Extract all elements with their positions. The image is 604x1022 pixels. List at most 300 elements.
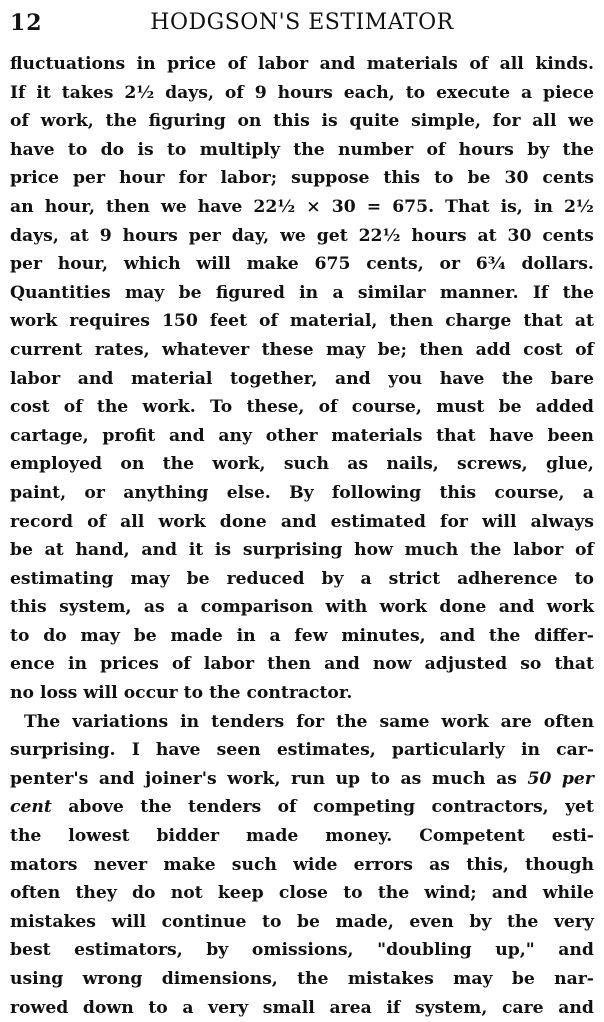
text-line [10, 279, 594, 308]
word: the [562, 139, 594, 160]
word: = [366, 196, 382, 217]
word: materials [366, 54, 458, 74]
word: penter's [10, 768, 89, 789]
word: labor [203, 654, 254, 675]
word: or [84, 482, 105, 503]
word: cents [542, 168, 594, 189]
word: record [10, 511, 73, 532]
word: mators [10, 854, 78, 875]
word: of [318, 397, 338, 418]
word: number [337, 139, 414, 160]
word: of [10, 111, 29, 132]
text-line [10, 908, 594, 937]
word: cent [10, 797, 52, 818]
word: this [439, 482, 477, 503]
text-line [10, 536, 594, 565]
word: adherence [457, 568, 558, 589]
word: the [162, 454, 195, 475]
word: on [120, 454, 145, 475]
word: and [319, 54, 356, 74]
text-line [10, 393, 594, 422]
text-line [10, 994, 594, 1022]
word: to [405, 82, 426, 103]
text-line [10, 736, 594, 765]
word: materials [331, 425, 423, 446]
word: each, [343, 82, 395, 103]
text-line [10, 879, 594, 908]
word: an [10, 196, 34, 217]
word: at [574, 311, 594, 332]
word: will [111, 911, 146, 932]
word: at [69, 225, 89, 246]
word: wrong [82, 969, 143, 989]
word: all [499, 54, 524, 74]
word: even [409, 911, 454, 932]
word: while [542, 883, 594, 904]
word: small [262, 997, 315, 1018]
word: and [498, 597, 535, 618]
word: done [219, 511, 267, 532]
word: will [196, 254, 231, 275]
word: such [283, 454, 329, 475]
text-line [10, 336, 594, 365]
word: that [554, 654, 594, 675]
word: is [321, 111, 338, 132]
word: price [167, 54, 217, 74]
word: and [280, 511, 317, 532]
word: other [265, 425, 318, 446]
word: been [547, 425, 594, 446]
word: made [170, 625, 223, 646]
word: and [169, 425, 205, 446]
word: following [331, 482, 422, 503]
word: the [293, 139, 325, 160]
word: yet [565, 797, 594, 818]
word: in [533, 196, 553, 217]
text-line [10, 565, 594, 594]
word: in [67, 654, 87, 675]
word: quite [349, 111, 400, 132]
word: by [206, 940, 229, 961]
word: we [160, 196, 187, 217]
word: for [178, 168, 207, 189]
word: to [343, 883, 363, 904]
word: area [329, 997, 372, 1018]
word: it [36, 82, 51, 103]
word: current [10, 339, 83, 360]
word: the [336, 711, 368, 732]
word: do [132, 883, 156, 904]
word: work [546, 597, 594, 618]
word: then [389, 311, 434, 332]
word: car- [556, 740, 594, 761]
word: a [269, 625, 281, 646]
word: these [261, 339, 314, 360]
word: of [227, 54, 247, 74]
word: very [208, 997, 249, 1018]
word: together, [229, 368, 318, 389]
word: surprising. [10, 740, 116, 761]
word: omissions, [251, 940, 354, 961]
word: contractor. [246, 683, 353, 704]
word: this [273, 111, 310, 132]
word: work [379, 597, 427, 618]
text-line [10, 650, 594, 679]
word: 30 [507, 225, 532, 246]
word: labor; [220, 168, 278, 189]
word: be [186, 568, 210, 589]
word: added [535, 397, 594, 418]
word: in [180, 711, 200, 732]
word: by [527, 139, 550, 160]
word: comparison [200, 597, 314, 618]
word: as [347, 454, 369, 475]
word: to [67, 139, 88, 160]
word: particularly [391, 740, 505, 761]
word: per [561, 768, 594, 789]
word: do [100, 139, 125, 160]
word: of [171, 654, 191, 675]
word: and [324, 654, 360, 675]
word: work, [212, 454, 266, 475]
word: nar- [554, 969, 594, 989]
word: we [568, 111, 594, 132]
word: down [82, 997, 134, 1018]
word: to [370, 768, 391, 789]
word: mistakes [347, 969, 434, 989]
word: up," [495, 940, 535, 961]
word: a [520, 82, 533, 103]
word: have [197, 196, 243, 217]
word: be; [377, 339, 407, 360]
word: labor [513, 540, 564, 561]
running-head: HODGSON'S ESTIMATOR [150, 10, 454, 35]
word: suppose [291, 168, 370, 189]
word: may [124, 282, 165, 303]
word: figuring [148, 111, 226, 132]
word: surprising [242, 540, 343, 561]
word: The [24, 711, 61, 732]
text-line [10, 851, 594, 880]
word: close [278, 883, 328, 904]
word: 9 [254, 82, 267, 103]
word: as [400, 768, 422, 789]
word: of [574, 540, 594, 561]
word: best [10, 940, 51, 961]
page-header [10, 6, 594, 50]
word: on [237, 111, 262, 132]
word: to [574, 568, 594, 589]
word: I [131, 740, 140, 761]
word: course, [351, 397, 422, 418]
word: much [431, 768, 486, 789]
word: variations [72, 711, 169, 732]
word: which [123, 254, 181, 275]
word: add [475, 339, 511, 360]
word: the [506, 911, 539, 932]
word: are [500, 711, 532, 732]
word: of [224, 82, 244, 103]
word: the [105, 111, 137, 132]
word: and [335, 368, 371, 389]
word: of [426, 139, 446, 160]
word: be [10, 540, 33, 561]
word: charge [445, 311, 512, 332]
word: cents, [366, 254, 424, 275]
word: any [218, 425, 252, 446]
word: dollars. [521, 254, 594, 275]
word: in [236, 625, 256, 646]
word: make [246, 254, 299, 275]
word: then [419, 339, 464, 360]
word: few [294, 625, 328, 646]
text-line [10, 822, 594, 851]
word: often [543, 711, 594, 732]
word: in [299, 282, 319, 303]
word: to [148, 997, 168, 1018]
word: will [83, 683, 118, 704]
word: must [436, 397, 485, 418]
word: and [141, 540, 177, 561]
word: 150 [161, 311, 198, 332]
word: have [489, 425, 534, 446]
word: make [163, 854, 216, 875]
text-line [10, 365, 594, 394]
word: tenders [211, 711, 285, 732]
word: in [520, 740, 540, 761]
word: estimates, [276, 740, 376, 761]
word: the [96, 397, 129, 418]
word: kinds. [535, 54, 594, 74]
word: of [259, 311, 278, 332]
word: a [332, 282, 344, 303]
word: using [10, 969, 64, 989]
word: 2½ [563, 196, 594, 217]
word: bare [550, 368, 594, 389]
text-line [10, 679, 594, 708]
text-line [10, 479, 594, 508]
word: loss [39, 683, 78, 704]
word: this [383, 168, 421, 189]
word: a [177, 597, 189, 618]
word: whatever [161, 339, 250, 360]
word: reduced [226, 568, 305, 589]
word: material [130, 368, 213, 389]
word: per [10, 254, 43, 275]
word: you [388, 368, 423, 389]
word: this, [466, 854, 509, 875]
word: rowed [10, 997, 69, 1018]
word: work [10, 311, 58, 332]
word: cost [10, 397, 50, 418]
word: to [166, 139, 187, 160]
word: hour, [44, 196, 95, 217]
word: If [532, 282, 549, 303]
word: made, [335, 911, 394, 932]
text-line [10, 422, 594, 451]
word: similar [357, 282, 426, 303]
word: joiner's [145, 768, 217, 789]
word: To [209, 397, 233, 418]
word: glue, [545, 454, 594, 475]
word: employed [10, 454, 103, 475]
text-line [10, 107, 594, 136]
word: these, [246, 397, 305, 418]
word: labor [10, 368, 61, 389]
word: errors [353, 854, 413, 875]
word: profit [102, 425, 156, 446]
word: simple, [411, 111, 481, 132]
word: the [140, 797, 172, 818]
word: to [183, 683, 204, 704]
word: and [439, 625, 476, 646]
word: days, [10, 225, 59, 246]
word: all [532, 111, 557, 132]
word: may [80, 625, 120, 646]
word: of [87, 511, 106, 532]
word: system, [414, 997, 488, 1018]
text-line [10, 164, 594, 193]
word: wind; [424, 883, 477, 904]
text-line [10, 793, 594, 822]
word: × [306, 196, 321, 217]
word: work. [142, 397, 196, 418]
word: never [93, 854, 148, 875]
word: very [553, 911, 594, 932]
word: be [133, 625, 157, 646]
text-line [10, 936, 594, 965]
word: by [469, 911, 492, 932]
word: screws, [457, 454, 528, 475]
word: to [262, 911, 282, 932]
word: and [491, 883, 528, 904]
word: with [325, 597, 368, 618]
word: same [379, 711, 430, 732]
word: estimators, [74, 940, 183, 961]
word: continue [161, 911, 247, 932]
word: 22½ [358, 225, 401, 246]
word: If [10, 82, 26, 103]
word: is, [500, 196, 523, 217]
word: 22½ [253, 196, 296, 217]
word: have [439, 368, 485, 389]
word: will [482, 511, 517, 532]
word: done [439, 597, 487, 618]
word: no [10, 683, 34, 704]
word: mistakes [10, 911, 96, 932]
word: material, [289, 311, 378, 332]
word: run [290, 768, 326, 789]
word: care [502, 997, 544, 1018]
word: days, [165, 82, 214, 103]
word: work, [40, 111, 94, 132]
word: for [492, 111, 521, 132]
book-page [10, 6, 594, 1018]
word: keep [217, 883, 264, 904]
word: they [75, 883, 117, 904]
word: bidder [156, 826, 220, 847]
word: ence [10, 654, 55, 675]
word: we [280, 225, 306, 246]
word: so [520, 654, 542, 675]
word: is [137, 139, 154, 160]
word: contractors, [431, 797, 549, 818]
word: estimating [10, 568, 114, 589]
word: be [178, 282, 202, 303]
word: or [439, 254, 461, 275]
page-number: 12 [10, 10, 43, 36]
word: all [120, 511, 145, 532]
word: be [498, 397, 522, 418]
word: hand, [75, 540, 130, 561]
body-text [10, 50, 594, 1022]
word: work [158, 511, 206, 532]
word: do [43, 625, 67, 646]
text-line [10, 307, 594, 336]
word: Competent [419, 826, 525, 847]
word: of [575, 339, 594, 360]
word: made [246, 826, 299, 847]
word: competing [312, 797, 416, 818]
word: and [98, 768, 135, 789]
word: feet [209, 311, 248, 332]
text-line [10, 250, 594, 279]
word: may [325, 339, 366, 360]
word: prices [100, 654, 159, 675]
word: may [453, 969, 493, 989]
word: much [404, 540, 459, 561]
word: for [440, 511, 468, 532]
word: and [558, 940, 594, 961]
word: it [188, 540, 204, 561]
word: nails, [386, 454, 439, 475]
word: not [170, 883, 203, 904]
word: though [525, 854, 594, 875]
word: occur [123, 683, 178, 704]
text-line [10, 50, 594, 79]
word: differ- [534, 625, 594, 646]
word: above [68, 797, 124, 818]
word: 675 [314, 254, 351, 275]
word: rates, [94, 339, 150, 360]
word: dimensions, [161, 969, 278, 989]
word: cartage, [10, 425, 89, 446]
text-line [10, 193, 594, 222]
word: piece [543, 82, 594, 103]
word: requires [69, 311, 150, 332]
word: 50 [527, 768, 552, 789]
word: course, [494, 482, 565, 503]
word: hours [458, 139, 514, 160]
word: estimated [330, 511, 426, 532]
word: lowest [68, 826, 130, 847]
word: be [467, 168, 491, 189]
word: execute [436, 82, 511, 103]
word: for [296, 711, 325, 732]
word: takes [61, 82, 114, 103]
word: be [511, 969, 535, 989]
word: cost [523, 339, 563, 360]
word: at [44, 540, 64, 561]
word: get [316, 225, 348, 246]
word: 9 [99, 225, 112, 246]
word: system, [59, 597, 132, 618]
word: have [155, 740, 201, 761]
word: price [10, 168, 60, 189]
word: adjusted [424, 654, 508, 675]
word: seen [216, 740, 261, 761]
word: labor [257, 54, 309, 74]
